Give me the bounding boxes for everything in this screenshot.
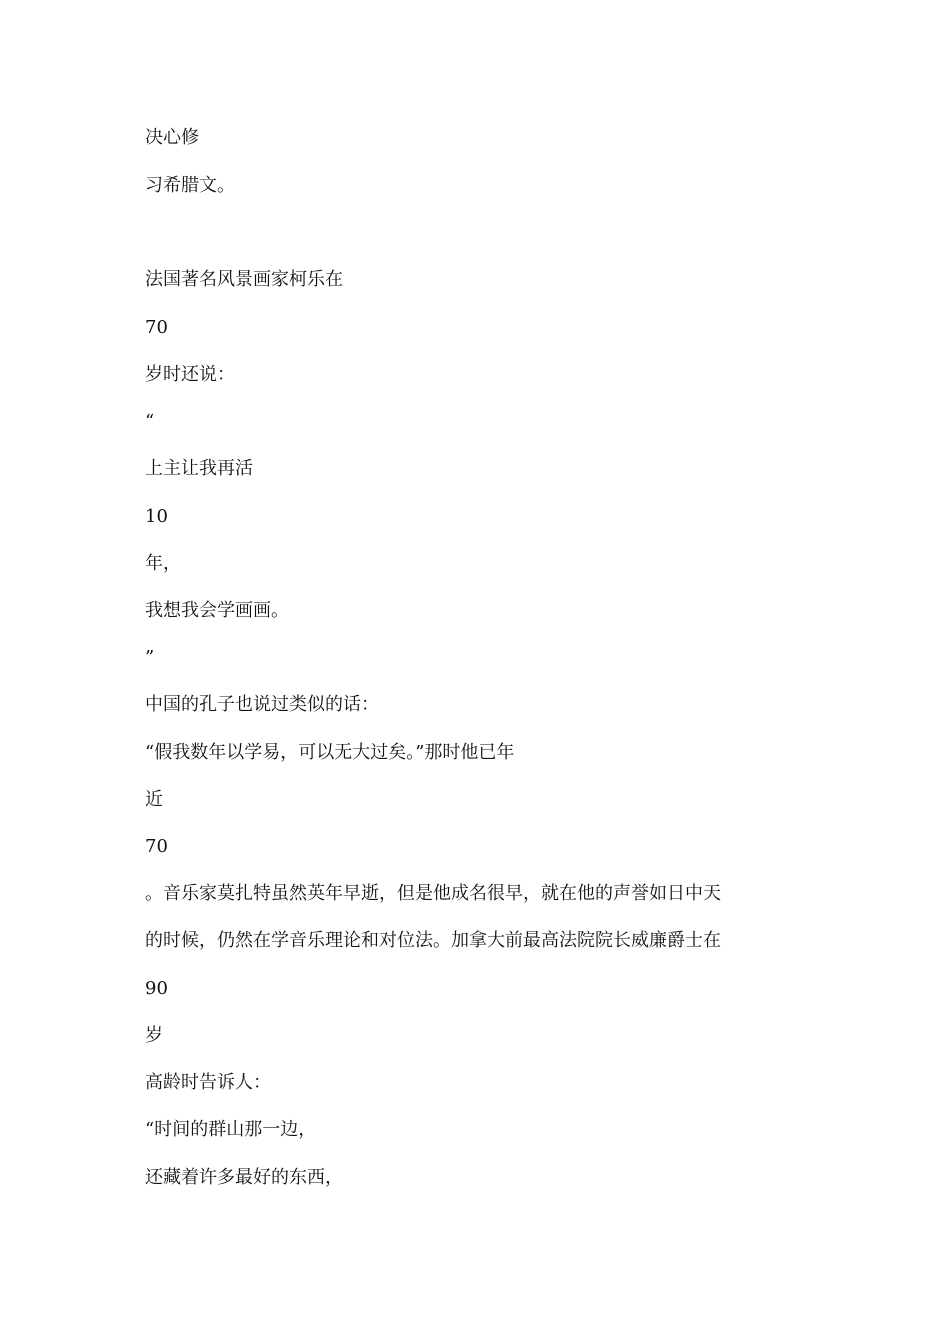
text-line: 还藏着许多最好的东西， [145,1167,343,1188]
text-line: 上主让我再活 [145,458,253,479]
text-line: 我想我会学画画。 [145,600,289,621]
text-line: 中国的孔子也说过类似的话： [145,694,379,715]
text-line: 决心修 [145,127,199,148]
text-line: “时间的群山那一边， [145,1119,317,1140]
text-line: 的时候，仍然在学音乐理论和对位法。加拿大前最高法院院长威廉爵士在 [145,930,721,951]
text-line: 。音乐家莫扎特虽然英年早逝，但是他成名很早，就在他的声誉如日中天 [145,883,721,904]
text-line: 70 [145,836,168,857]
text-line: ” [145,647,155,668]
text-line: 岁 [145,1025,163,1046]
text-line: 年， [145,553,181,574]
text-line: 10 [145,506,168,527]
text-line: 高龄时告诉人： [145,1072,271,1093]
text-line: 近 [145,789,163,810]
text-line: 90 [145,978,168,999]
text-line: 70 [145,317,168,338]
text-line: “假我数年以学易，可以无大过矣。”那时他已年 [145,742,515,763]
text-line: 习希腊文。 [145,175,235,196]
text-line: “ [145,411,155,432]
text-line: 法国著名风景画家柯乐在 [145,269,343,290]
text-line: 岁时还说： [145,364,235,385]
